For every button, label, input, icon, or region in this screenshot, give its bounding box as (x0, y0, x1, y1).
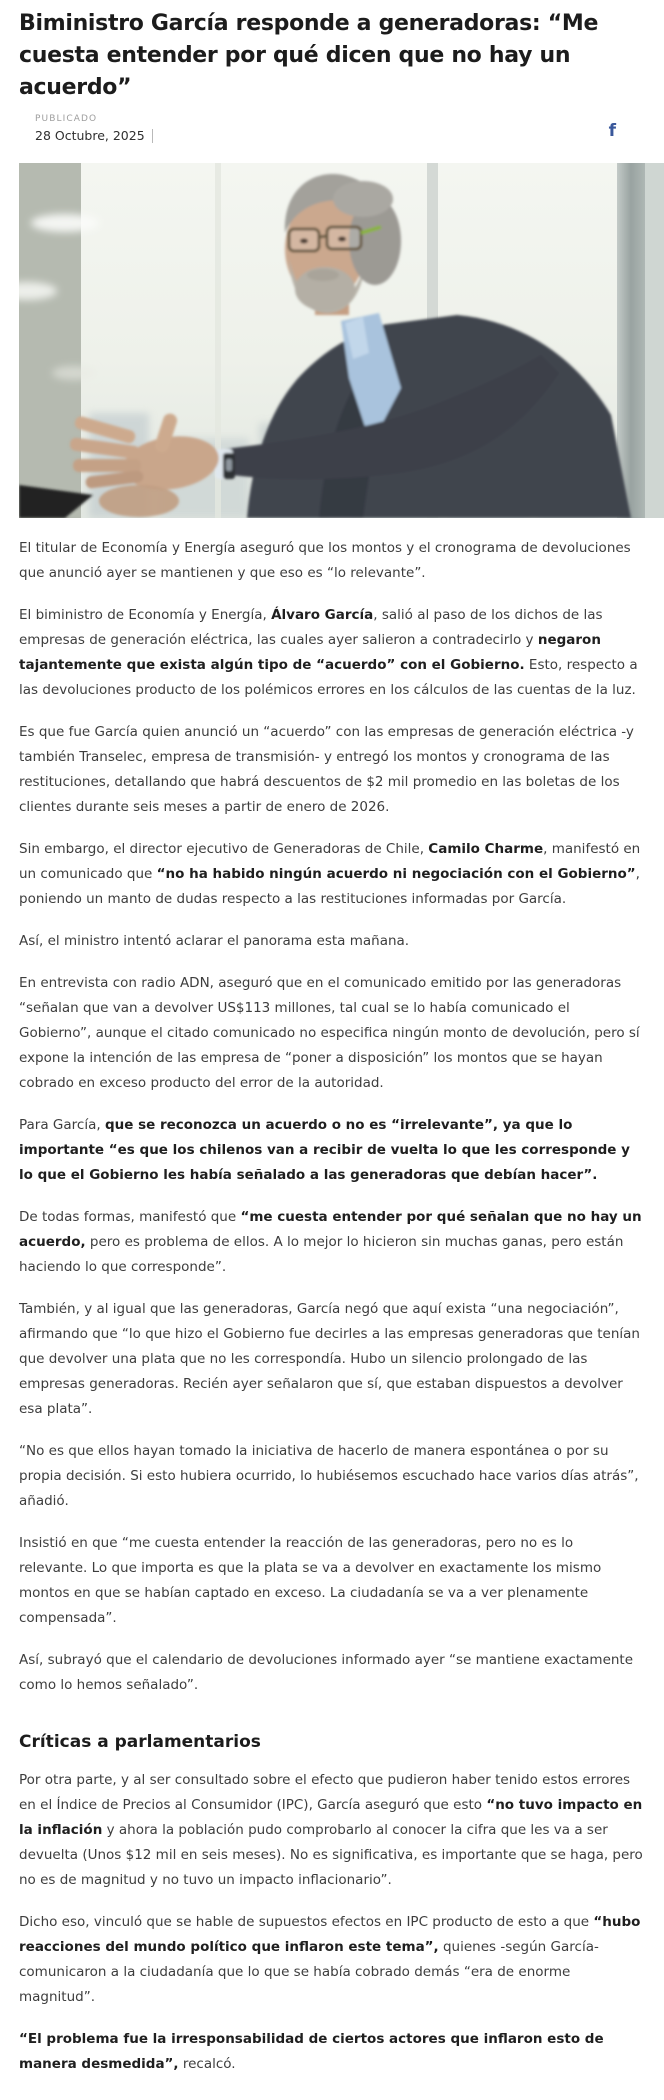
published-date-text: 28 Octubre, 2025 (35, 128, 145, 143)
article-paragraph: Es que fue García quien anunció un “acuerdo” con las empresas de generación eléctrica -y también Transelec, empresa de transmisión- y entregó los montos y cronograma de las restituciones, detallando que habrá descuentos de $2 mil promedio en las boletas de los clientes durante seis meses a partir de enero de 2026. (19, 724, 634, 815)
meta-row (35, 114, 620, 143)
article-photo (19, 163, 664, 518)
published-label: PUBLICADO (35, 114, 98, 124)
section-heading: Críticas a parlamentarios (19, 1732, 261, 1752)
article-paragraph: Por otra parte, y al ser consultado sobre el efecto que pudieron haber tenido estos errores en el Índice de Precios al Consumidor (IPC), García aseguró que esto “no tuvo impacto en la inflación y ahora la población pudo comprobarlo al conocer la cifra que les va a ser devuelta (Unos $12 mil en seis meses). No es significativa, es importante que se haga, pero no es de magnitud y no tuvo un impacto inflacionario”. (19, 1772, 643, 1888)
published-date (35, 128, 153, 143)
date-divider (152, 129, 153, 143)
article-paragraph: “El problema fue la irresponsabilidad de ciertos actores que inflaron esto de manera desmedida”, recalcó. (19, 2031, 604, 2072)
article-paragraph: Dicho eso, vinculó que se hable de supuestos efectos en IPC producto de esto a que “hubo reacciones del mundo político que inflaron este tema”, quienes -según García- comunicaron a la ciudadanía que lo que se había cobrado demás “era de enorme magnitud”. (19, 1914, 641, 2005)
published-block (35, 114, 153, 143)
article-photo-illustration (19, 163, 664, 518)
article-paragraph: Así, subrayó que el calendario de devoluciones informado ayer “se mantiene exactamente como lo hemos señalado”. (19, 1652, 634, 1693)
article-paragraph: También, y al igual que las generadoras, García negó que aquí exista “una negociación”, afirmando que “lo que hizo el Gobierno fue decirles a las empresas generadoras que tenían que devolver una plata que no les correspondía. Hubo un silencio prolongado de las empresas generadoras. Recién ayer señalaron que sí, que estaban dispuestos a devolver esa plata”. (19, 1301, 640, 1417)
article-paragraph: Insistió en que “me cuesta entender la reacción de las generadoras, pero no es lo relevante. Lo que importa es que la plata se va a devolver en exactamente los mismo montos en que se habían captado en exceso. La ciudadanía se va a ver plenamente compensada”. (19, 1535, 602, 1626)
article-title: Biministro García responde a generadoras: “Me cuesta entender por qué dicen que no hay un acuerdo” (19, 11, 599, 100)
article-paragraph: El titular de Economía y Energía aseguró que los montos y el cronograma de devoluciones que anunció ayer se mantienen y que eso es “lo relevante”. (19, 540, 631, 581)
facebook-share-button[interactable] (605, 119, 620, 143)
article-paragraph: Sin embargo, el director ejecutivo de Generadoras de Chile, Camilo Charme, manifestó en un comunicado que “no ha habido ningún acuerdo ni negociación con el Gobierno”, poniendo un manto de dudas respecto a las restituciones informadas por García. (19, 841, 641, 907)
article-body (19, 536, 645, 2100)
article-paragraph: Para García, que se reconozca un acuerdo o no es “irrelevante”, ya que lo importante “es que los chilenos van a recibir de vuelta lo que les corresponde y lo que el Gobierno les había señalado a las generadoras que debían hacer”. (19, 1117, 630, 1183)
article-paragraph: Así, el ministro intentó aclarar el panorama esta mañana. (19, 933, 410, 949)
article-paragraph: En entrevista con radio ADN, aseguró que en el comunicado emitido por las generadoras “señalan que van a devolver US$113 millones, tal cual se lo había comunicado el Gobierno”, aunque el citado comunicado no especifica ningún monto de devolución, pero sí expone la intención de las empresa de “poner a disposición” los montos que se hayan cobrado en exceso producto del error de la autoridad. (19, 975, 640, 1091)
facebook-icon: f (608, 121, 616, 141)
article-paragraph: De todas formas, manifestó que “me cuesta entender por qué señalan que no hay un acuerdo, pero es problema de ellos. A lo mejor lo hicieron sin muchas ganas, pero están haciendo lo que corresponde”. (19, 1209, 642, 1275)
article-paragraph: “No es que ellos hayan tomado la iniciativa de hacerlo de manera espontánea o por su propia decisión. Si esto hubiera ocurrido, lo hubiésemos escuchado hace varios días atrás”, añadió. (19, 1443, 639, 1509)
article-paragraph: El biministro de Economía y Energía, Álvaro García, salió al paso de los dichos de las empresas de generación eléctrica, las cuales ayer salieron a contradecirlo y negaron tajantemente que exista algún tipo de “acuerdo” con el Gobierno. Esto, respecto a las devoluciones producto de los polémicos errores en los cálculos de las cuentas de la luz. (19, 607, 638, 698)
